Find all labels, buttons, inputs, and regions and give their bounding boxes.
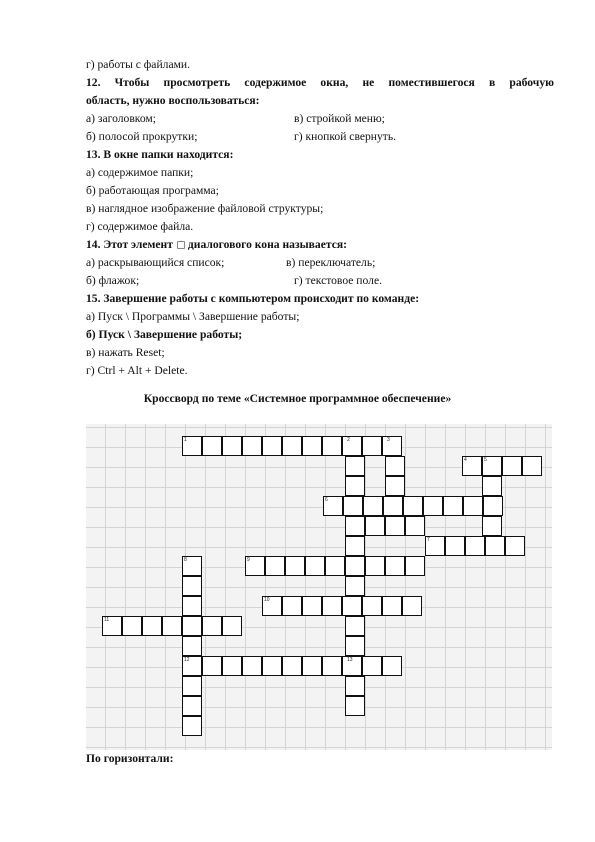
question-12-cont: область, нужно воспользоваться: <box>86 94 260 107</box>
answer-option: в) нажать Reset; <box>86 346 165 359</box>
crossword-cell[interactable] <box>122 616 142 636</box>
crossword-cell[interactable] <box>182 676 202 696</box>
crossword-cell[interactable] <box>162 616 182 636</box>
answer-option: б) флажок; <box>86 274 140 287</box>
crossword-cell[interactable] <box>405 556 425 576</box>
answer-option: г) текстовое поле. <box>294 274 382 287</box>
crossword-cell[interactable] <box>522 456 542 476</box>
crossword-cell[interactable] <box>262 436 282 456</box>
answer-option: б) работающая программа; <box>86 184 219 197</box>
crossword-cell[interactable] <box>345 536 365 556</box>
question-12: 12. Чтобы просмотреть содержимое окна, не поместившегося в рабочую <box>86 76 554 89</box>
crossword-cell[interactable] <box>345 476 365 496</box>
clue-number: 1 <box>184 437 187 443</box>
crossword-cell[interactable] <box>282 656 302 676</box>
crossword-cell[interactable] <box>282 596 302 616</box>
crossword-cell[interactable] <box>222 616 242 636</box>
crossword-cell[interactable] <box>345 676 365 696</box>
crossword-cell[interactable] <box>382 656 402 676</box>
crossword-cell[interactable] <box>362 656 382 676</box>
question-13: 13. В окне папки находится: <box>86 148 234 161</box>
clue-number: 10 <box>264 597 270 603</box>
answer-option: а) Пуск \ Программы \ Завершение работы; <box>86 310 300 323</box>
crossword-cell[interactable] <box>202 436 222 456</box>
crossword-cell[interactable] <box>322 656 342 676</box>
crossword-cell[interactable] <box>305 556 325 576</box>
crossword-cell[interactable] <box>345 616 365 636</box>
crossword-cell[interactable] <box>345 636 365 656</box>
crossword-cell[interactable] <box>202 656 222 676</box>
crossword-cell[interactable] <box>443 496 463 516</box>
crossword-cell[interactable] <box>465 536 485 556</box>
crossword-cell[interactable] <box>202 616 222 636</box>
crossword-cell[interactable] <box>262 656 282 676</box>
crossword-cell[interactable] <box>502 456 522 476</box>
answer-option: в) наглядное изображение файловой структуры; <box>86 202 324 215</box>
crossword-cell[interactable] <box>322 596 342 616</box>
crossword-cell[interactable] <box>403 496 423 516</box>
answer-option: в) стройкой меню; <box>294 112 385 125</box>
crossword-cell[interactable] <box>485 536 505 556</box>
clue-number: 8 <box>184 557 187 563</box>
crossword-cell[interactable] <box>343 496 363 516</box>
crossword-cell[interactable] <box>362 436 382 456</box>
crossword-cell[interactable] <box>385 456 405 476</box>
crossword-cell[interactable] <box>142 616 162 636</box>
crossword-cell[interactable] <box>302 436 322 456</box>
answer-option: г) работы с файлами. <box>86 58 191 71</box>
crossword-title: Кроссворд по теме «Системное программное обеспечение» <box>143 392 452 405</box>
crossword-cell[interactable] <box>345 456 365 476</box>
clue-number: 9 <box>247 557 250 563</box>
across-heading: По горизонтали: <box>86 752 174 765</box>
answer-option: г) кнопкой свернуть. <box>294 130 397 143</box>
crossword-cell[interactable] <box>285 556 305 576</box>
question-14-post: диалогового кона называется: <box>187 238 347 251</box>
answer-option: г) содержимое файла. <box>86 220 194 233</box>
question-14 <box>86 238 554 252</box>
clue-number: 7 <box>427 537 430 543</box>
clue-number: 6 <box>325 497 328 503</box>
crossword-cell[interactable] <box>365 516 385 536</box>
clue-number: 12 <box>184 657 190 663</box>
clue-number: 4 <box>464 457 467 463</box>
crossword-cell[interactable] <box>482 516 502 536</box>
crossword-cell[interactable] <box>385 476 405 496</box>
crossword-cell[interactable] <box>242 436 262 456</box>
crossword-cell[interactable] <box>282 436 302 456</box>
crossword-cell[interactable] <box>483 496 503 516</box>
crossword-cell[interactable] <box>382 596 402 616</box>
crossword-cell[interactable] <box>445 536 465 556</box>
crossword-cell[interactable] <box>402 596 422 616</box>
answer-option: г) Ctrl + Alt + Delete. <box>86 364 188 377</box>
crossword-cell[interactable] <box>385 516 405 536</box>
answer-option: а) содержимое папки; <box>86 166 194 179</box>
crossword-cell[interactable] <box>325 556 345 576</box>
crossword-cell[interactable] <box>345 556 365 576</box>
clue-number: 11 <box>104 617 110 623</box>
crossword-cell[interactable] <box>182 616 202 636</box>
crossword-cell[interactable] <box>463 496 483 516</box>
crossword-cell[interactable] <box>322 436 342 456</box>
crossword-cell[interactable] <box>363 496 383 516</box>
crossword-cell[interactable] <box>242 656 262 676</box>
crossword-cell[interactable] <box>182 716 202 736</box>
crossword-cell[interactable] <box>182 696 202 716</box>
clue-number: 3 <box>387 437 390 443</box>
crossword-cell[interactable] <box>383 496 403 516</box>
answer-option: в) переключатель; <box>286 256 376 269</box>
crossword-cell[interactable] <box>345 516 365 536</box>
crossword-cell[interactable] <box>222 656 242 676</box>
crossword-cell[interactable] <box>405 516 425 536</box>
crossword-cell[interactable] <box>345 576 365 596</box>
crossword-cell[interactable] <box>182 576 202 596</box>
answer-option: б) полосой прокрутки; <box>86 130 198 143</box>
crossword-cell[interactable] <box>182 636 202 656</box>
question-15: 15. Завершение работы с компьютером происходит по команде: <box>86 292 420 305</box>
crossword-cell[interactable] <box>182 596 202 616</box>
crossword-cell[interactable] <box>423 496 443 516</box>
answer-option: а) заголовком; <box>86 112 156 125</box>
answer-option: а) раскрывающийся список; <box>86 256 225 269</box>
crossword-cell[interactable] <box>302 596 322 616</box>
crossword-cell[interactable] <box>345 696 365 716</box>
crossword-cell[interactable] <box>302 656 322 676</box>
crossword-cell[interactable] <box>382 436 402 456</box>
chevron-down-icon: ˅ <box>177 241 185 249</box>
crossword-cell[interactable] <box>385 556 405 576</box>
crossword-cell[interactable] <box>482 476 502 496</box>
clue-number: 2 <box>347 437 350 443</box>
answer-option: б) Пуск \ Завершение работы; <box>86 328 243 341</box>
crossword-cell[interactable] <box>362 596 382 616</box>
clue-number: 5 <box>484 457 487 463</box>
crossword-cell[interactable] <box>265 556 285 576</box>
clue-number: 13 <box>347 657 353 663</box>
crossword-cell[interactable] <box>342 436 362 456</box>
crossword-cell[interactable] <box>222 436 242 456</box>
crossword-cell[interactable] <box>505 536 525 556</box>
crossword-cell[interactable] <box>365 556 385 576</box>
crossword-cell[interactable] <box>342 596 362 616</box>
question-14-pre: 14. Этот элемент <box>86 238 173 251</box>
